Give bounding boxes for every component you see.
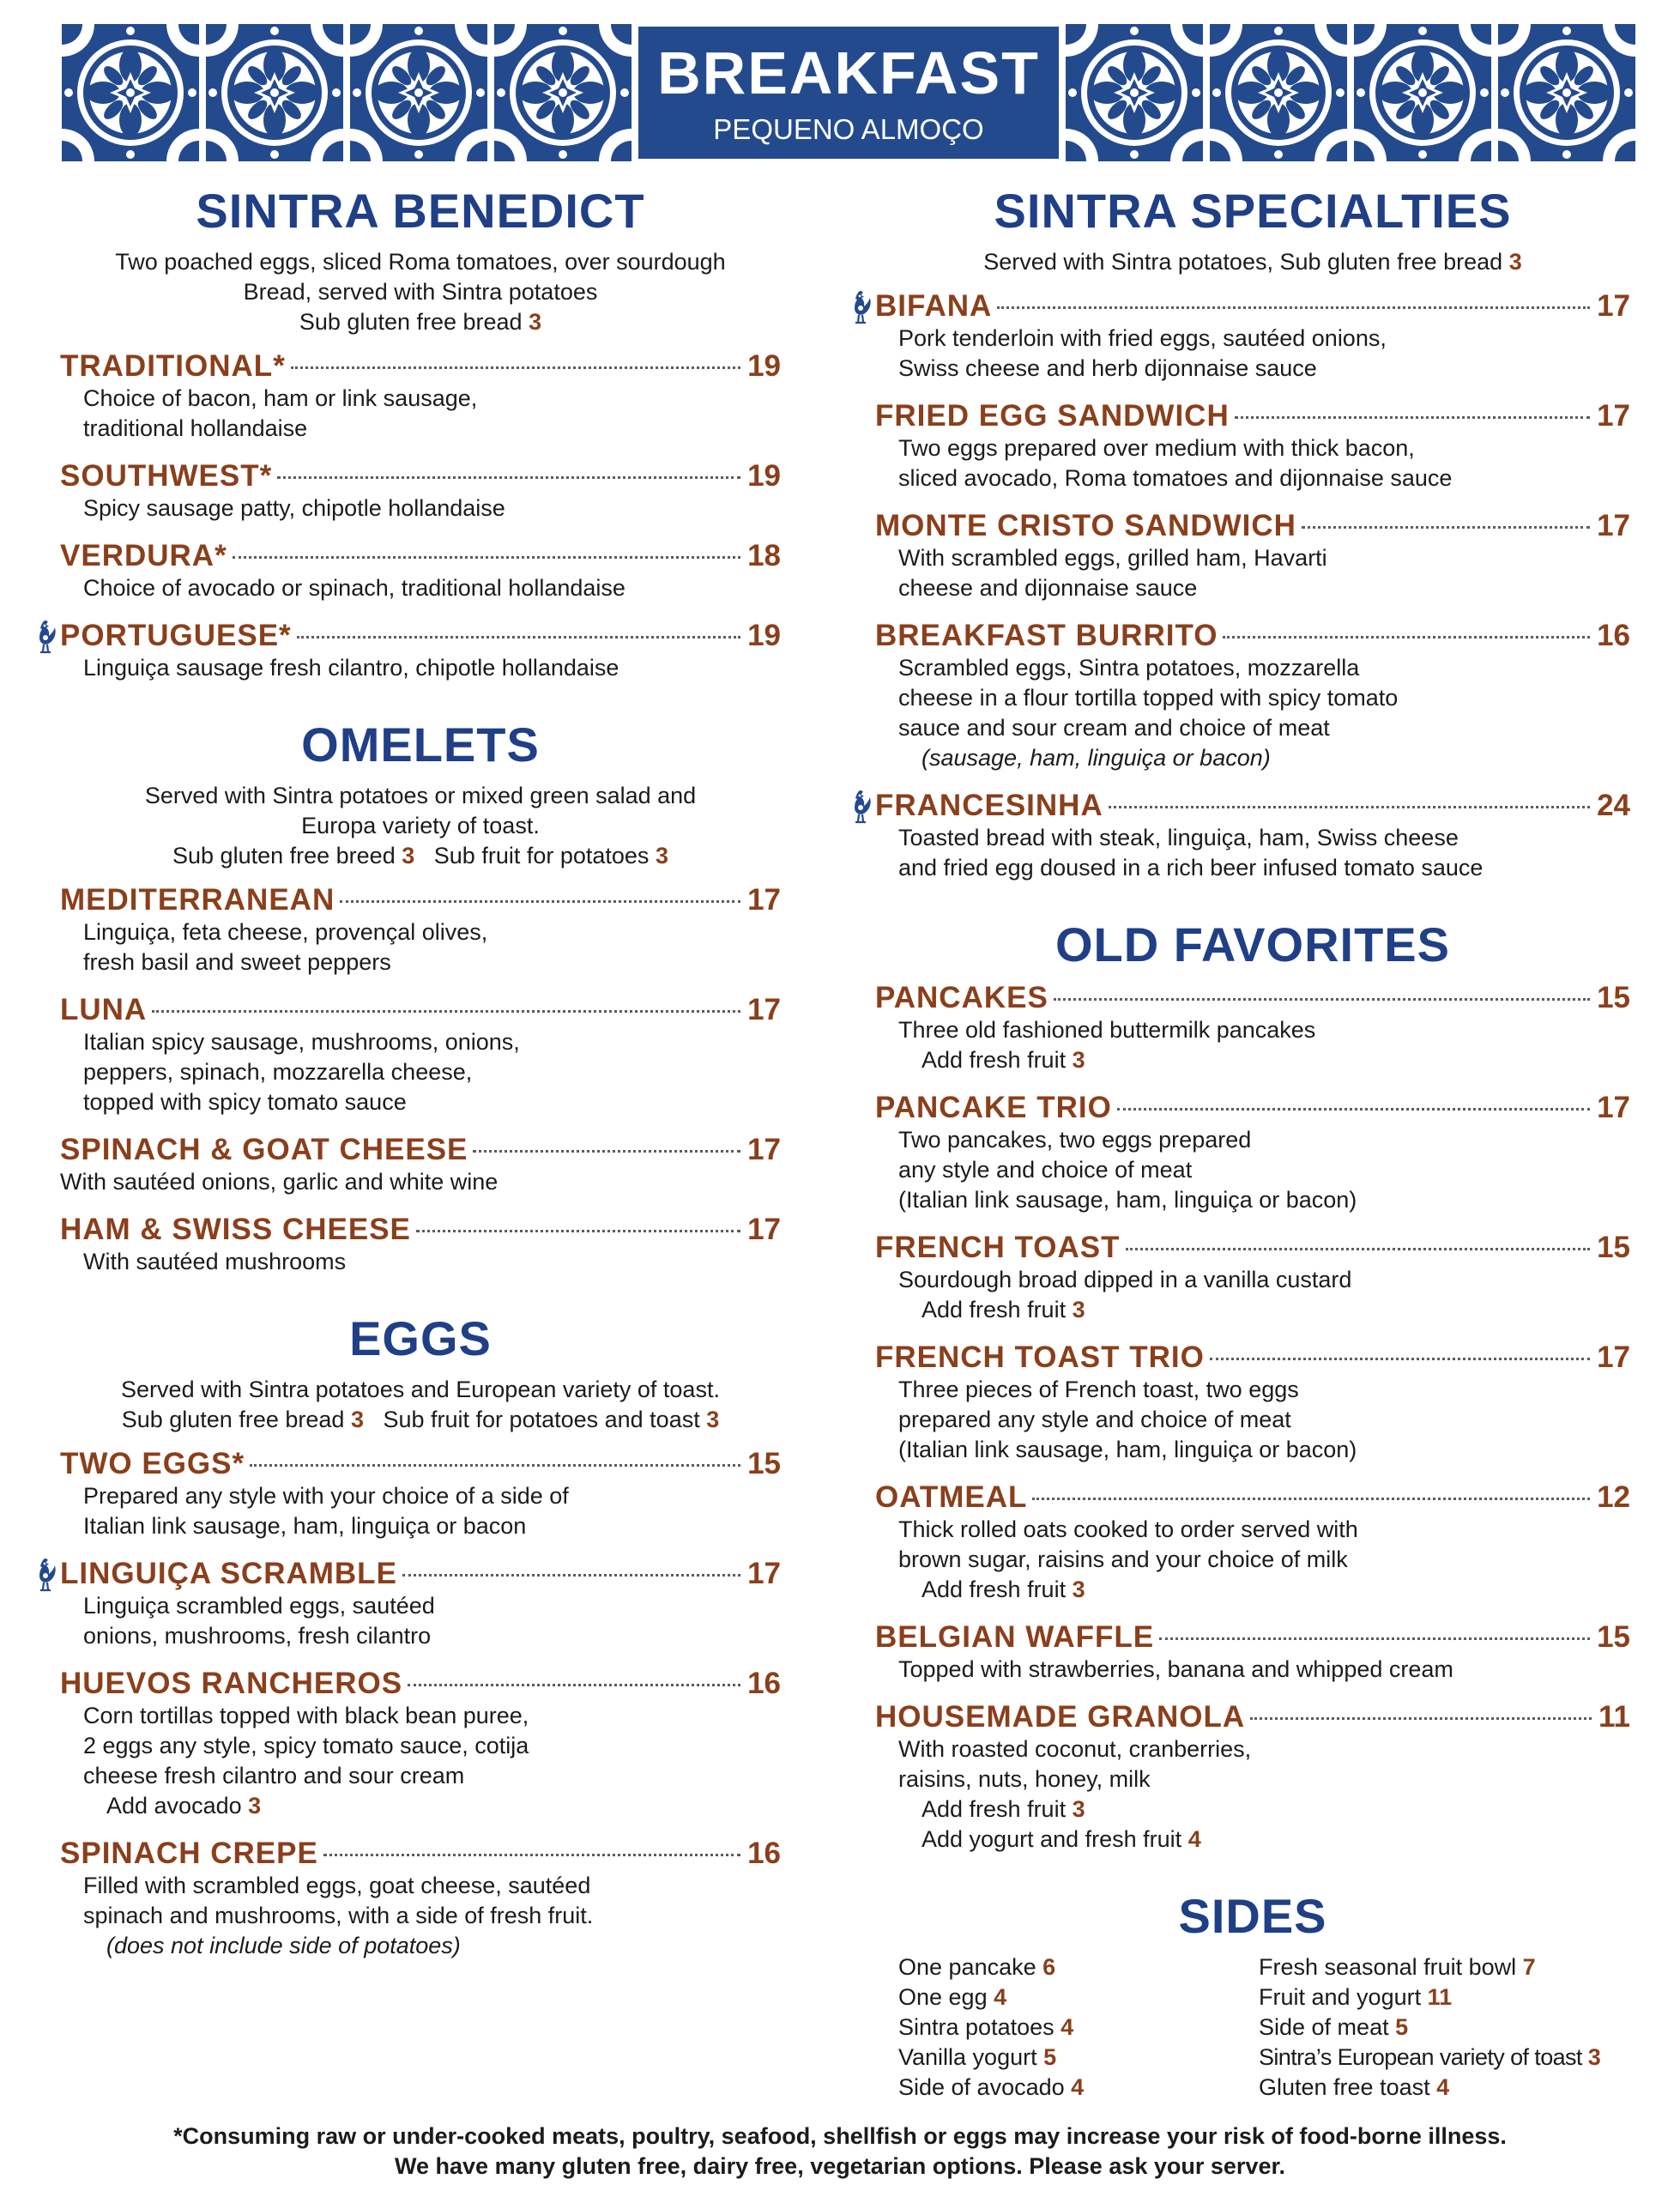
item-price: 17 <box>1597 1091 1630 1124</box>
item-name: FRIED EGG SANDWICH <box>875 399 1230 433</box>
side-item: Fruit and yogurt 11 <box>1259 1984 1453 2010</box>
menu-item <box>875 1231 1630 1325</box>
leader-dots <box>152 1010 740 1013</box>
rooster-icon <box>849 289 873 327</box>
leader-dots <box>1210 1358 1590 1360</box>
menu-item <box>60 1837 781 1961</box>
menu-item <box>60 539 781 603</box>
item-description: Sourdough broad dipped in a vanilla custard Add fresh fruit 3 <box>898 1267 1352 1322</box>
item-name: MEDITERRANEAN <box>60 883 335 917</box>
section-note: Served with Sintra potatoes, Sub gluten free bread 3 <box>983 249 1522 275</box>
item-price: 17 <box>1597 289 1630 323</box>
leader-dots <box>473 1150 740 1153</box>
title-box <box>638 27 1059 159</box>
item-price: 15 <box>1597 1620 1630 1654</box>
item-price: 17 <box>1597 399 1630 433</box>
item-name: TWO EGGS* <box>60 1447 245 1480</box>
item-price: 16 <box>1597 619 1630 652</box>
side-item: One egg 4 <box>898 1984 1007 2010</box>
left-column <box>60 180 781 1961</box>
section-sintra-benedict <box>60 184 781 683</box>
leader-dots <box>1109 806 1590 808</box>
azulejo-tile-icon <box>350 24 487 161</box>
side-item: Fresh seasonal fruit bowl 7 <box>1259 1954 1536 1980</box>
menu-item <box>875 981 1630 1075</box>
item-price: 19 <box>747 459 781 493</box>
item-price: 15 <box>1597 1231 1630 1264</box>
menu-item <box>60 1213 781 1277</box>
disclaimer-line: *Consuming raw or under-cooked meats, poultry, seafood, shellfish or eggs may increase your risk of food-borne illness. <box>173 2123 1507 2149</box>
item-name: SOUTHWEST* <box>60 459 273 493</box>
leader-dots <box>1054 998 1590 1001</box>
leader-dots <box>1117 1108 1590 1111</box>
item-name: PANCAKE TRIO <box>875 1091 1112 1124</box>
azulejo-tile-icon <box>1210 24 1347 161</box>
section-eggs <box>60 1311 781 1961</box>
item-description: Italian spicy sausage, mushrooms, onions, peppers, spinach, mozzarella cheese, topped with spicy tomato sauce <box>83 1029 520 1115</box>
azulejo-tile-icon <box>1354 24 1491 161</box>
item-name: SPINACH CREPE <box>60 1837 318 1870</box>
menu-item <box>60 349 781 444</box>
item-name: LINGUIÇA SCRAMBLE <box>60 1557 397 1590</box>
item-description: With scrambled eggs, grilled ham, Havarti cheese and dijonnaise sauce <box>898 545 1327 601</box>
side-item: One pancake 6 <box>898 1954 1056 1980</box>
sides-list <box>875 1952 1630 2103</box>
item-name: FRENCH TOAST <box>875 1231 1121 1264</box>
menu-item <box>60 1667 781 1821</box>
item-description: With sautéed mushrooms <box>83 1249 347 1274</box>
leader-dots <box>1032 1498 1590 1500</box>
menu-item <box>60 1133 781 1197</box>
azulejo-tile-icon <box>62 24 199 161</box>
right-column <box>875 180 1630 2103</box>
leader-dots <box>416 1230 740 1232</box>
item-price: 17 <box>747 1213 781 1246</box>
item-description: With roasted coconut, cranberries, raisins, nuts, honey, milk Add fresh fruit 3 Add yogurt and fresh fruit 4 <box>898 1736 1252 1852</box>
item-name: FRANCESINHA <box>875 789 1103 822</box>
menu-item <box>875 399 1630 493</box>
side-item: Sintra’s European variety of toast 3 <box>1259 2044 1601 2070</box>
item-name: TRADITIONAL* <box>60 349 286 383</box>
leader-dots <box>1159 1637 1590 1640</box>
leader-dots <box>1302 526 1590 529</box>
azulejo-tile-icon <box>1066 24 1203 161</box>
section-omelets <box>60 717 781 1277</box>
item-name: PORTUGUESE* <box>60 619 292 652</box>
item-price: 17 <box>1597 509 1630 542</box>
section-note: Two poached eggs, sliced Roma tomatoes, over sourdough Bread, served with Sintra potatoes Sub gluten free bread 3 <box>115 249 726 335</box>
item-price: 18 <box>747 539 781 572</box>
menu-item <box>60 1557 781 1651</box>
item-name: SPINACH & GOAT CHEESE <box>60 1133 468 1166</box>
item-description: Two pancakes, two eggs prepared any style and choice of meat (Italian link sausage, ham, linguiça or bacon) <box>898 1127 1357 1213</box>
leader-dots <box>997 306 1590 309</box>
menu-item <box>60 1447 781 1541</box>
section-title: OMELETS <box>301 717 540 772</box>
item-price: 17 <box>747 883 781 917</box>
section-title: OLD FAVORITES <box>1055 917 1450 971</box>
menu-item <box>875 619 1630 773</box>
item-name: PANCAKES <box>875 981 1048 1014</box>
section-title: SIDES <box>1178 1889 1327 1943</box>
item-description: Linguiça scrambled eggs, sautéed onions, mushrooms, fresh cilantro <box>83 1593 435 1649</box>
leader-dots <box>1250 1717 1592 1720</box>
leader-dots <box>1126 1248 1591 1250</box>
side-item: Side of avocado 4 <box>898 2074 1085 2100</box>
sides-column <box>1259 1952 1600 2103</box>
item-price: 16 <box>747 1837 781 1870</box>
item-price: 17 <box>747 1557 781 1590</box>
page-subtitle: PEQUENO ALMOÇO <box>713 112 984 145</box>
leader-dots <box>402 1574 740 1577</box>
menu-item <box>875 1341 1630 1465</box>
section-title: SINTRA SPECIALTIES <box>994 184 1512 238</box>
item-description: Pork tenderloin with fried eggs, sautéed onions, Swiss cheese and herb dijonnaise sauce <box>898 325 1387 381</box>
leader-dots <box>1235 416 1590 419</box>
menu-item <box>60 459 781 524</box>
section-note: Served with Sintra potatoes and European variety of toast. Sub gluten free bread 3 Sub fruit for potatoes and toast 3 <box>121 1377 720 1432</box>
menu-item <box>875 289 1630 384</box>
menu-item <box>875 1091 1630 1215</box>
item-price: 12 <box>1597 1480 1630 1514</box>
footer-disclaimer <box>0 2121 1680 2182</box>
item-name: BIFANA <box>875 289 993 323</box>
menu-item <box>60 993 781 1117</box>
leader-dots <box>233 556 740 559</box>
item-description: Filled with scrambled eggs, goat cheese, sautéed spinach and mushrooms, with a side of fresh fruit. (does not include side of potatoes) <box>83 1873 594 1958</box>
rooster-icon <box>34 619 58 657</box>
leader-dots <box>323 1854 740 1856</box>
item-description: Toasted bread with steak, linguiça, ham, Swiss cheese and fried egg doused in a rich beer infused tomato sauce <box>898 825 1484 881</box>
section-old-favorites <box>875 917 1630 1855</box>
section-title: EGGS <box>349 1311 492 1365</box>
item-price: 19 <box>747 619 781 652</box>
item-price: 17 <box>1597 1341 1630 1374</box>
section-sides <box>875 1889 1630 2103</box>
item-price: 17 <box>747 1133 781 1166</box>
azulejo-tile-icon <box>206 24 343 161</box>
azulejo-tile-icon <box>494 24 632 161</box>
item-description: Corn tortillas topped with black bean puree, 2 eggs any style, spicy tomato sauce, cotija cheese fresh cilantro and sour cream Add avocado 3 <box>83 1703 529 1819</box>
rooster-icon <box>34 1557 58 1595</box>
menu-item <box>60 883 781 977</box>
menu-item <box>875 1700 1630 1855</box>
item-description: Topped with strawberries, banana and whipped cream <box>898 1656 1453 1682</box>
item-name: HAM & SWISS CHEESE <box>60 1213 411 1246</box>
rooster-icon <box>849 789 873 826</box>
page-title: BREAKFAST <box>657 39 1040 106</box>
leader-dots <box>340 900 740 903</box>
side-item: Sintra potatoes 4 <box>898 2014 1074 2040</box>
item-description: Choice of bacon, ham or link sausage, traditional hollandaise <box>83 385 478 441</box>
menu-item <box>875 1480 1630 1605</box>
menu-item <box>875 509 1630 603</box>
leader-dots <box>408 1684 740 1686</box>
leader-dots <box>1223 636 1590 639</box>
item-name: OATMEAL <box>875 1480 1028 1514</box>
menu-item <box>60 619 781 683</box>
item-description: Linguiça sausage fresh cilantro, chipotle hollandaise <box>83 655 619 681</box>
item-description: Two eggs prepared over medium with thick bacon, sliced avocado, Roma tomatoes and dijonnaise sauce <box>898 435 1453 491</box>
azulejo-tile-icon <box>1498 24 1635 161</box>
item-description: Three pieces of French toast, two eggs prepared any style and choice of meat (Italian link sausage, ham, linguiça or bacon) <box>898 1377 1357 1462</box>
leader-dots <box>297 636 740 639</box>
item-name: MONTE CRISTO SANDWICH <box>875 509 1296 542</box>
item-name: HUEVOS RANCHEROS <box>60 1667 403 1700</box>
leader-dots <box>250 1464 740 1467</box>
section-sintra-specialties <box>875 184 1630 883</box>
item-description: Prepared any style with your choice of a side of Italian link sausage, ham, linguiça or bacon <box>83 1483 569 1539</box>
menu-item <box>875 1620 1630 1685</box>
item-description: Choice of avocado or spinach, traditional hollandaise <box>83 575 625 601</box>
item-price: 17 <box>747 993 781 1026</box>
item-name: HOUSEMADE GRANOLA <box>875 1700 1246 1734</box>
item-name: FRENCH TOAST TRIO <box>875 1341 1205 1374</box>
item-name: BELGIAN WAFFLE <box>875 1620 1155 1654</box>
sides-column <box>875 1952 1259 2103</box>
item-name: BREAKFAST BURRITO <box>875 619 1218 652</box>
side-item: Side of meat 5 <box>1259 2014 1409 2040</box>
side-item: Gluten free toast 4 <box>1259 2074 1450 2100</box>
item-price: 15 <box>1597 981 1630 1014</box>
item-price: 24 <box>1597 789 1630 822</box>
item-description: Thick rolled oats cooked to order served with brown sugar, raisins and your choice of milk Add fresh fruit 3 <box>898 1516 1358 1602</box>
item-name: VERDURA* <box>60 539 227 572</box>
item-price: 11 <box>1598 1700 1630 1734</box>
disclaimer-line: We have many gluten free, dairy free, vegetarian options. Please ask your server. <box>395 2153 1285 2179</box>
item-description: Spicy sausage patty, chipotle hollandaise <box>83 495 505 521</box>
section-title: SINTRA BENEDICT <box>196 184 645 238</box>
leader-dots <box>277 476 740 479</box>
item-price: 15 <box>747 1447 781 1480</box>
section-note: Served with Sintra potatoes or mixed green salad and Europa variety of toast. Sub gluten free breed 3 Sub fruit for potatoes 3 <box>144 783 697 869</box>
item-description: Scrambled eggs, Sintra potatoes, mozzarella cheese in a flour tortilla topped with spicy tomato sauce and sour cream and choice of meat (sausage, ham, linguiça or bacon) <box>898 655 1399 771</box>
header-banner <box>62 24 1632 161</box>
side-item: Vanilla yogurt 5 <box>898 2044 1057 2070</box>
item-name: LUNA <box>60 993 148 1026</box>
leader-dots <box>291 366 740 369</box>
item-description: Linguiça, feta cheese, provençal olives, fresh basil and sweet peppers <box>83 919 488 975</box>
item-price: 19 <box>747 349 781 383</box>
item-price: 16 <box>747 1667 781 1700</box>
item-description: With sautéed onions, garlic and white wine <box>60 1169 499 1195</box>
item-description: Three old fashioned buttermilk pancakes Add fresh fruit 3 <box>898 1017 1316 1073</box>
menu-item <box>875 789 1630 883</box>
